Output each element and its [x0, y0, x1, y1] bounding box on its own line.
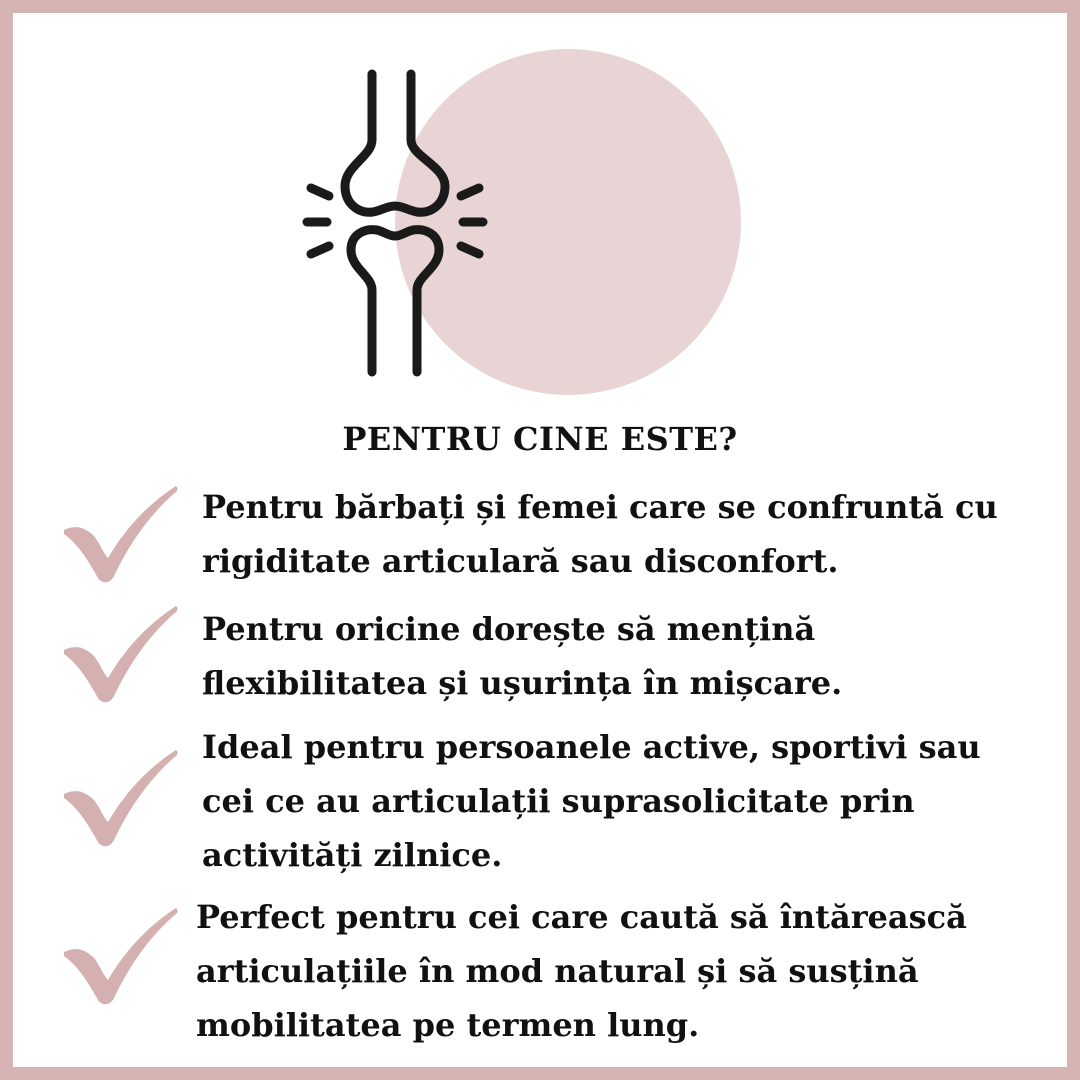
checkmark-icon: [62, 484, 180, 584]
list-item-text: [202, 480, 998, 588]
list-item-line: flexibilitatea și ușurința în mișcare.: [202, 664, 843, 702]
checkmark-icon: [62, 748, 180, 848]
list-item-line: cei ce au articulații suprasolicitate prin: [202, 782, 915, 820]
list-item-line: Ideal pentru persoanele active, sportivi sau: [202, 728, 981, 766]
checkmark-icon: [62, 604, 180, 704]
section-heading: PENTRU CINE ESTE?: [342, 420, 738, 458]
list-item-line: Pentru oricine dorește să mențină: [202, 610, 816, 648]
list-item-text: [202, 602, 842, 710]
list-item-line: rigiditate articulară sau disconfort.: [202, 542, 839, 580]
list-item-text: [202, 720, 981, 882]
list-item-line: Pentru bărbați și femei care se confruntă cu: [202, 488, 998, 526]
checkmark-icon: [62, 906, 180, 1006]
list-item-line: activități zilnice.: [202, 836, 503, 874]
list-item-line: articulațiile în mod natural și să susțină: [196, 952, 919, 990]
list-item-line: mobilitatea pe termen lung.: [196, 1006, 700, 1044]
list-item-text: [196, 890, 967, 1052]
list-item-line: Perfect pentru cei care caută să întărească: [196, 898, 967, 936]
knee-joint-icon: [295, 68, 495, 378]
